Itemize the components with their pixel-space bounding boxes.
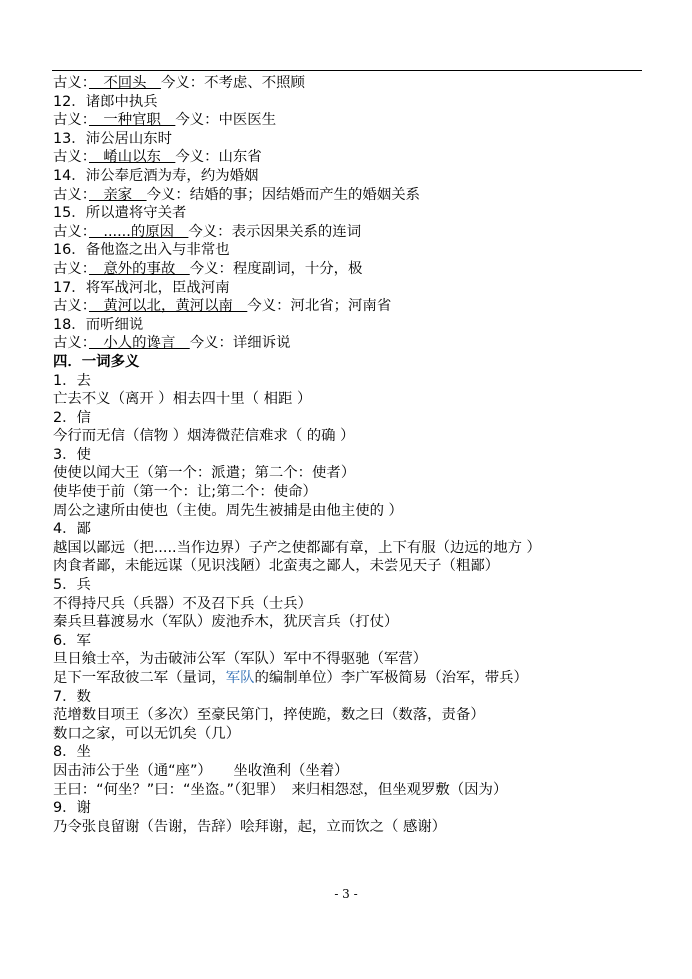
jin-meaning: 今义：不考虑、不照顾 xyxy=(160,75,305,91)
entry-text xyxy=(53,669,653,688)
entry-text: 王曰：“何坐？”曰：“坐盗。”（犯罪） 来归相怨怼，但坐观罗敷（因为） xyxy=(53,781,508,798)
gu-jin-line-15 xyxy=(53,223,653,242)
entry-text: 亡去不义（离开 ）相去四十里（ 相距 ） xyxy=(53,391,312,408)
gu-meaning: 一种官职 xyxy=(88,112,176,129)
entry-heading: 2．信 xyxy=(53,409,91,426)
entry-text: 今行而无信（信物 ）烟涛微茫信难求（ 的确 ） xyxy=(53,428,355,445)
gu-label: 古义： xyxy=(53,260,89,277)
entry-text: 范增数目项王（多次）至豪民第门，捽使跪，数之曰（数落，责备） xyxy=(53,707,485,724)
gu-meaning: 崤山以东 xyxy=(88,149,176,166)
entry-heading: 5．兵 xyxy=(53,577,91,594)
gu-jin-line-12 xyxy=(53,111,653,130)
entry-heading: 9．谢 xyxy=(53,800,91,817)
gu-jin-line-17 xyxy=(53,297,653,316)
gu-jin-line-14 xyxy=(53,186,653,205)
item-heading-18: 18．而听细说 xyxy=(53,316,144,333)
entry-text-part: 足下一军敌彼二军（量词， xyxy=(53,670,226,686)
entry-text: 不得持尺兵（兵器）不及召下兵（士兵） xyxy=(53,595,313,612)
gu-label: 古义： xyxy=(53,149,89,166)
gu-meaning: 意外的事故 xyxy=(88,260,190,277)
gu-meaning: 不回头 xyxy=(88,75,161,91)
jin-meaning: 今义：程度副词，十分，极 xyxy=(189,260,363,277)
gu-meaning: 亲家 xyxy=(88,186,147,203)
item-heading-14: 14．沛公奉卮酒为寿，约为婚姻 xyxy=(53,167,259,184)
entry-text: 秦兵旦暮渡易水（军队）废池乔木，犹厌言兵（打仗） xyxy=(53,614,399,631)
gu-label: 古义： xyxy=(53,112,89,129)
section-title: 四．一词多义 xyxy=(53,353,140,370)
page-number: - 3 - xyxy=(334,887,358,901)
gu-meaning: 小人的谗言 xyxy=(88,335,190,352)
entry-text: 肉食者鄙，未能远谋（见识浅陋）北蛮夷之鄙人，未尝见天子（粗鄙） xyxy=(53,558,500,575)
item-heading-13: 13．沛公居山东时 xyxy=(53,130,173,147)
entry-text: 乃令张良留谢（告谢，告辞）哙拜谢，起，立而饮之（ 感谢） xyxy=(53,818,447,835)
highlighted-word: 军队 xyxy=(225,670,255,686)
gu-jin-line-18 xyxy=(53,334,653,353)
entry-text: 周公之逮所由使也（主使。周先生被捕是由他主使的 ） xyxy=(53,502,403,519)
gu-jin-line-13 xyxy=(53,148,653,167)
entry-text: 使使以闻大王（第一个：派遣；第二个：使者） xyxy=(53,465,356,482)
jin-meaning: 今义：详细诉说 xyxy=(189,335,291,352)
gu-label: 古义： xyxy=(53,186,89,203)
jin-meaning: 今义：表示因果关系的连词 xyxy=(188,223,362,240)
gu-label: 古义： xyxy=(53,223,89,240)
gu-label: 古义： xyxy=(53,75,89,91)
entry-heading: 3．使 xyxy=(53,446,91,463)
header-rule xyxy=(52,70,642,71)
jin-meaning: 今义：结婚的事；因结婚而产生的婚姻关系 xyxy=(146,186,420,203)
jin-meaning: 今义：河北省；河南省 xyxy=(247,298,392,315)
entry-heading: 8．坐 xyxy=(53,744,91,761)
gu-meaning: ......的原因 xyxy=(88,223,189,240)
gu-label: 古义： xyxy=(53,335,89,352)
entry-heading: 6．军 xyxy=(53,632,91,649)
entry-text-part: 的编制单位）李广军极简易（治军，带兵） xyxy=(254,670,528,686)
gu-label: 古义： xyxy=(53,298,89,315)
entry-heading: 4．鄙 xyxy=(53,521,91,538)
entry-heading: 1．去 xyxy=(53,372,91,389)
jin-meaning: 今义：中医医生 xyxy=(175,112,277,129)
entry-text: 越国以鄙远（把.....当作边界）子产之使都鄙有章，上下有服（边远的地方 ） xyxy=(53,539,541,556)
entry-text: 使毕使于前（第一个：让;第二个：使命） xyxy=(53,484,317,501)
item-heading-16: 16．备他盗之出入与非常也 xyxy=(53,242,230,259)
entry-heading: 7．数 xyxy=(53,688,91,705)
jin-meaning: 今义：山东省 xyxy=(175,149,262,166)
entry-text: 因击沛公于坐（通“座”） 坐收渔利（坐着） xyxy=(53,762,349,779)
item-heading-12: 12．诸郎中执兵 xyxy=(53,93,158,110)
item-heading-17: 17．将军战河北，臣战河南 xyxy=(53,279,230,296)
item-heading-15: 15．所以遣将守关者 xyxy=(53,205,187,222)
entry-text: 数口之家，可以无饥矣（几） xyxy=(53,725,241,742)
entry-text: 旦日飨士卒，为击破沛公军（军队）军中不得驱驰（军营） xyxy=(53,651,428,668)
gu-jin-line-11 xyxy=(53,74,653,93)
gu-jin-line-16 xyxy=(53,260,653,279)
gu-meaning: 黄河以北，黄河以南 xyxy=(88,298,248,315)
document-body xyxy=(53,74,653,836)
